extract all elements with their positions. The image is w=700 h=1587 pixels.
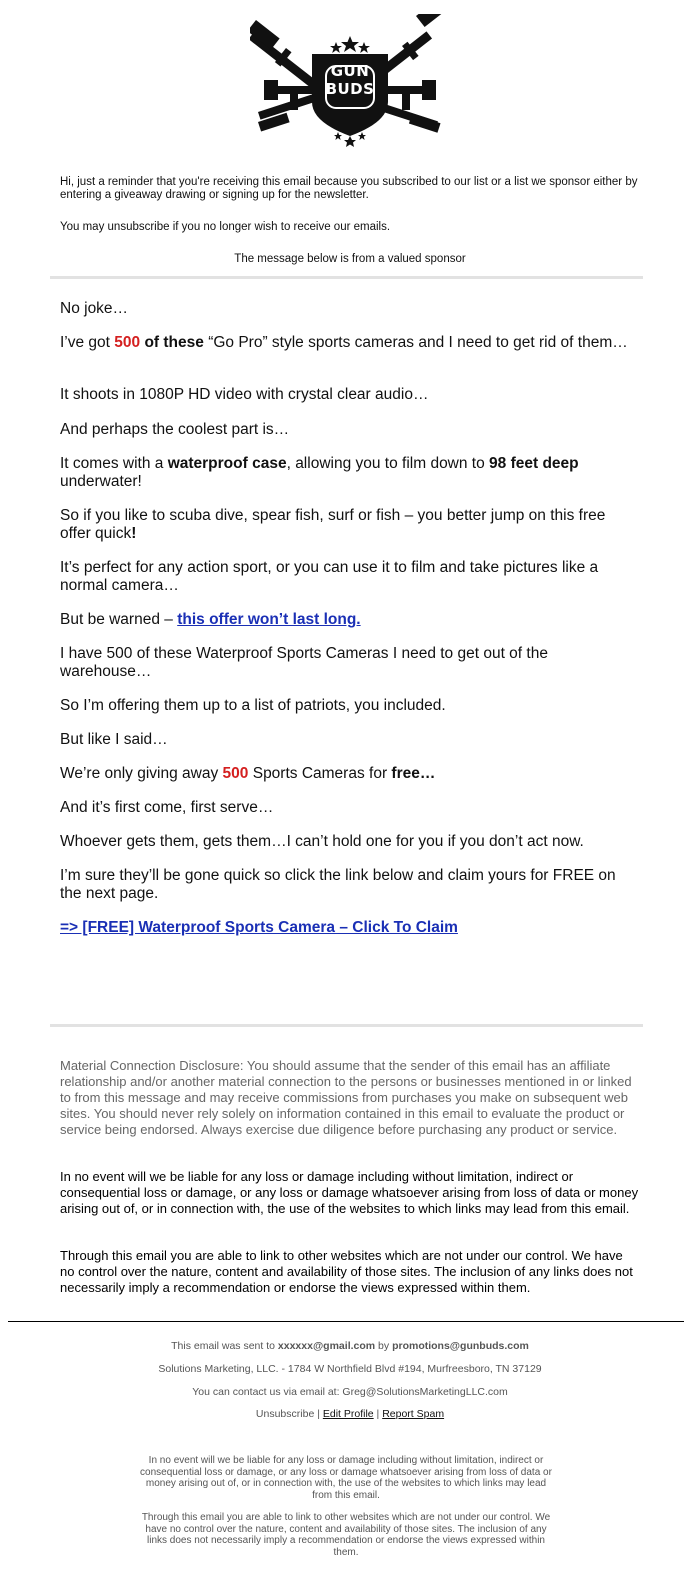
liability-disclaimer: In no event will we be liable for any loss or damage including without limitation, indirect or consequential loss or damage, or any loss or damage whatsoever arising from loss of data or money arising out of, or in connection with, the use of the websites to which links may lead from this email. xyxy=(60,1169,639,1216)
divider xyxy=(50,276,643,279)
message-paragraph: But be warned – this offer won’t last long. xyxy=(60,611,361,628)
message-paragraph: It comes with a waterproof case, allowing you to film down to 98 feet deep underwater! xyxy=(60,455,579,490)
unsubscribe-notice: You may unsubscribe if you no longer wish to receive our emails. xyxy=(60,221,391,233)
offer-link[interactable]: this offer won’t last long. xyxy=(177,611,361,628)
edit-profile-link[interactable]: Edit Profile xyxy=(322,1408,374,1420)
message-paragraph: So I’m offering them up to a list of patriots, you included. xyxy=(60,697,446,714)
footer-external-links: Through this email you are able to link to other websites which are not under our control. We have no control over the nature, content and availability of those sites. The inclusion of any links does not necessarily imply a recommendation or endorse the views expressed within them. xyxy=(141,1512,551,1558)
sponsor-notice: The message below is from a valued sponsor xyxy=(234,253,466,265)
logo-wordmark: GUN BUDS xyxy=(325,62,375,98)
cta-paragraph xyxy=(60,919,638,937)
message-paragraph: And it’s first come, first serve… xyxy=(60,799,274,816)
message-paragraph: I have 500 of these Waterproof Sports Cameras I need to get out of the warehouse… xyxy=(60,645,548,680)
report-spam-link[interactable]: Report Spam xyxy=(382,1408,445,1420)
message-paragraph: So if you like to scuba dive, spear fish, surf or fish – you better jump on this free offer quick! xyxy=(60,507,606,542)
subscription-reminder: Hi, just a reminder that you're receiving this email because you subscribed to our list or a list we sponsor either by entering a giveaway drawing or signing up for the newsletter. xyxy=(60,176,638,201)
gunbuds-logo xyxy=(250,14,450,149)
message-paragraph: I’ve got 500 of these “Go Pro” style sports cameras and I need to get rid of them… xyxy=(60,334,628,351)
message-paragraph: No joke… xyxy=(60,300,129,317)
message-paragraph: I’m sure they’ll be gone quick so click the link below and claim yours for FREE on the next page. xyxy=(60,867,616,902)
message-paragraph: And perhaps the coolest part is… xyxy=(60,421,290,438)
company-address: Solutions Marketing, LLC. - 1784 W Northfield Blvd #194, Murfreesboro, TN 37129 xyxy=(158,1363,542,1375)
contact-line: You can contact us via email at: Greg@SolutionsMarketingLLC.com xyxy=(192,1386,508,1398)
footer-links: Unsubscribe | Edit Profile | Report Spam xyxy=(255,1408,445,1420)
message-paragraph: We’re only giving away 500 Sports Cameras for free… xyxy=(60,765,436,782)
unsubscribe-label[interactable]: Unsubscribe xyxy=(255,1408,315,1420)
material-connection-disclosure: Material Connection Disclosure: You should assume that the sender of this email has an affiliate relationship and/or another material connection to the persons or businesses mentioned in or linked to from this message and may receive commissions from purchases you make on subsequent web sites. You should never rely solely on information contained in this email to evaluate the product or service being endorsed. Always exercise due diligence before purchasing any product or service. xyxy=(60,1058,632,1137)
sent-to-line: This email was sent to xxxxxx@gmail.com by promotions@gunbuds.com xyxy=(171,1340,529,1352)
external-links-disclaimer: Through this email you are able to link to other websites which are not under our control. We have no control over the nature, content and availability of those sites. The inclusion of any links does not necessarily imply a recommendation or endorse the views expressed within them. xyxy=(60,1248,633,1295)
footer-liability: In no event will we be liable for any loss or damage including without limitation, indirect or consequential loss or damage, or any loss or damage whatsoever arising from loss of data or money arising out of, or in connection with, the use of the websites to which links may lead from this email. xyxy=(140,1455,552,1501)
footer-divider xyxy=(8,1321,684,1322)
message-paragraph: It’s perfect for any action sport, or you can use it to film and take pictures like a normal camera… xyxy=(60,559,599,594)
divider xyxy=(50,1024,643,1027)
message-paragraph: Whoever gets them, gets them…I can’t hold one for you if you don’t act now. xyxy=(60,833,584,850)
message-paragraph: But like I said… xyxy=(60,731,168,748)
message-paragraph: It shoots in 1080P HD video with crystal clear audio… xyxy=(60,386,429,403)
claim-camera-link[interactable]: => [FREE] Waterproof Sports Camera – Click To Claim xyxy=(60,919,458,936)
